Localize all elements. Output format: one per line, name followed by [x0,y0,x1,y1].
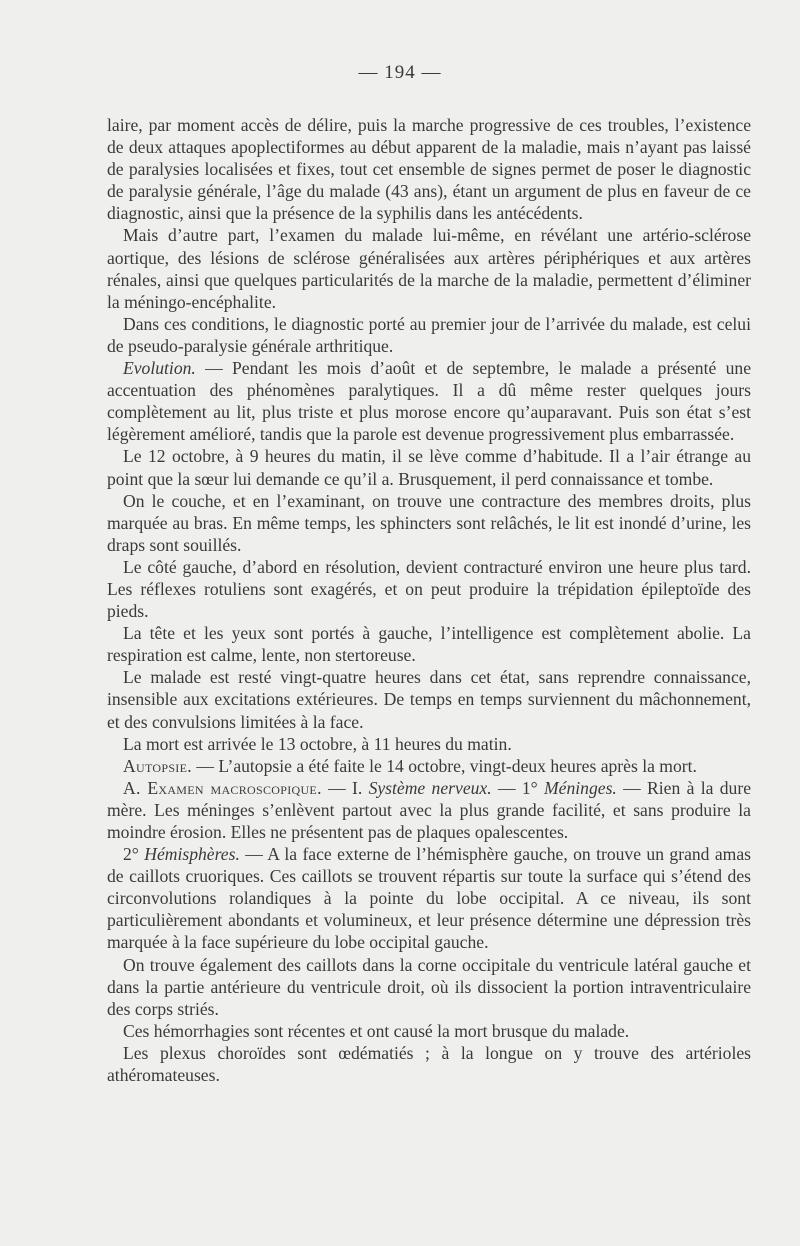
text-run: Le côté gauche, d’abord en résolution, devient contracturé environ une heure plus tard. Les réflexes rotuliens sont exagérés, et on peut produire la trépidation épileptoïde des pieds. [107,556,751,622]
text-run: — Pendant les mois d’août et de septembre, le malade a présenté une accentuation des phénomènes paralytiques. Il a dû même rester quelques jours complètement au lit, plus triste et plus morose encore qu’auparavant. Puis son état s’est légèrement amélioré, tandis que la parole est devenue progressivement plus embarrassée. [107,358,751,445]
text-run: Les plexus choroïdes sont œdématiés ; à la longue on y trouve des artérioles athéromateuses. [107,1042,751,1086]
italic-run: Hémisphères. [144,844,240,865]
text-run: Ces hémorrhagies sont récentes et ont causé la mort brusque du malade. [123,1020,630,1041]
italic-run: Evolution. [123,358,196,379]
text-run: Dans ces conditions, le diagnostic porté au premier jour de l’arrivée du malade, est celui de pseudo-paralysie générale arthritique. [107,313,751,356]
italic-run: Système nerveux. [368,777,492,798]
paragraph [107,777,751,843]
paragraph [107,1020,751,1042]
text-run: Mais d’autre part, l’examen du malade lui-même, en révélant une artério-sclérose aortique, des lésions de sclérose généralisées aux artères périphériques et aux artères rénales, ainsi que quelques particularités de la marche de la maladie, permettent d’éliminer la méningo-encéphalite. [107,225,751,312]
text-run: Le malade est resté vingt-quatre heures dans cet état, sans reprendre connaissance, insensible aux excitations extérieures. De temps en temps surviennent du mâchonnement, et des convulsions limitées à la face. [107,667,751,732]
text-run: 2° [123,844,145,865]
paragraph [107,556,751,622]
text-run: La tête et les yeux sont portés à gauche, l’intelligence est complètement abolie. La respiration est calme, lente, non stertoreuse. [107,623,751,666]
small-caps-run: Autopsie. [123,755,192,776]
body-text [107,114,751,1086]
text-run: — Rien à la dure mère. Les méninges s’enlèvent partout avec la plus grande facilité, et sans produire la moindre érosion. Elles ne présentent pas de plaques opalescentes. [107,777,751,842]
paragraph [107,755,751,777]
paragraph [107,954,751,1020]
paragraph [107,114,751,224]
paragraph [107,490,751,556]
paragraph [107,733,751,755]
text-run: — A la face externe de l’hémisphère gauche, on trouve un grand amas de caillots cruoriques. Ces caillots se trouvent répartis sur toute la surface qui s’étend des circonvolutions rolandiques à la pointe du lobe occipital. A ce niveau, ils sont particulièrement abondants et volumineux, et leur présence détermine une dépression très marquée à la face supérieure du lobe occipital gauche. [107,844,752,953]
paragraph [107,666,751,732]
paragraph [107,313,751,357]
text-run: On trouve également des caillots dans la corne occipitale du ventricule latéral gauche et dans la partie antérieure du ventricule droit, où ils dissocient la portion intraventriculaire des corps striés. [107,954,751,1019]
text-run: La mort est arrivée le 13 octobre, à 11 heures du matin. [123,733,512,754]
text-run: — 1° [491,777,545,798]
paragraph [107,445,751,489]
text-run: On le couche, et en l’examinant, on trouve une contracture des membres droits, plus marquée au bras. En même temps, les sphincters sont relâchés, le lit est inondé d’urine, les draps sont souillés. [107,490,751,555]
text-run: — I. [321,777,369,798]
small-caps-run: A. Examen macroscopique. [123,777,322,798]
italic-run: Méninges. [544,777,617,798]
text-run: laire, par moment accès de délire, puis la marche progressive de ces troubles, l’existence de deux attaques apoplectiformes au début apparent de la maladie, mais n’ayant pas laissé de paralysies localisées et fixes, tout cet ensemble de signes permet de poser le diagnostic de paralysie générale, l’âge du malade (43 ans), étant un argument de plus en faveur de ce diagnostic, ainsi que la présence de la syphilis dans les antécédents. [107,115,751,224]
paragraph [107,357,751,445]
paragraph [107,1042,751,1086]
text-run: Le 12 octobre, à 9 heures du matin, il se lève comme d’habitude. Il a l’air étrange au point que la sœur lui demande ce qu’il a. Brusquement, il perd connaissance et tombe. [107,446,751,489]
text-run: — L’autopsie a été faite le 14 octobre, vingt-deux heures après la mort. [191,755,697,776]
page-number: — 194 — [358,62,442,83]
paragraph [107,843,751,953]
paragraph [107,224,751,312]
paragraph [107,622,751,666]
